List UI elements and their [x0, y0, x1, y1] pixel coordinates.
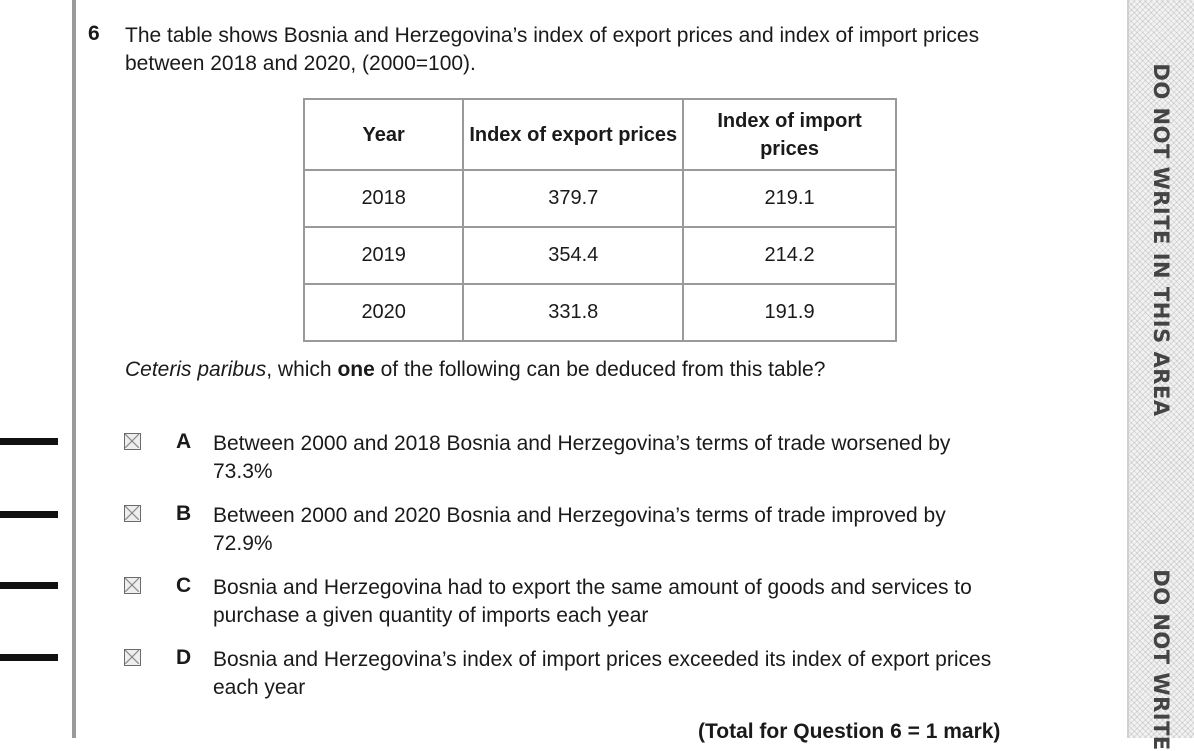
margin-tick-d — [0, 654, 58, 661]
cell-export-index: 331.8 — [463, 284, 683, 341]
margin-tick-c — [0, 582, 58, 589]
option-text: Between 2000 and 2020 Bosnia and Herzegovina’s terms of trade improved by 72.9% — [213, 504, 946, 555]
crossed-box-icon[interactable] — [124, 505, 141, 522]
option-text: Bosnia and Herzegovina’s index of import prices exceeded its index of export prices each year — [213, 648, 992, 699]
cell-export-index: 354.4 — [463, 227, 683, 284]
option-text: Bosnia and Herzegovina had to export the same amount of goods and services to purchase a given quantity of imports each year — [213, 576, 972, 627]
crossed-box-icon[interactable] — [124, 649, 141, 666]
margin-tick-a — [0, 438, 58, 445]
table-row — [304, 284, 896, 341]
prompt-bold: one — [337, 358, 375, 381]
header-year: Year — [304, 99, 463, 170]
header-import-index: Index of import prices — [683, 99, 896, 170]
left-margin-rule — [72, 0, 76, 738]
table-row — [304, 170, 896, 227]
cell-import-index: 219.1 — [683, 170, 896, 227]
total-marks: (Total for Question 6 = 1 mark) — [698, 720, 1001, 743]
option-letter: C — [176, 574, 192, 597]
prompt-mid: , which — [266, 358, 338, 381]
margin-label-top: DO NOT WRITE IN THIS AREA — [1149, 63, 1173, 417]
cell-year: 2019 — [304, 227, 463, 284]
table-row — [304, 227, 896, 284]
cell-export-index: 379.7 — [463, 170, 683, 227]
question-stem: The table shows Bosnia and Herzegovina’s index of export prices and index of import prices between 2018 and 2020, (2000=100). — [125, 24, 980, 75]
prompt-italic: Ceteris paribus — [125, 358, 267, 381]
cell-import-index: 214.2 — [683, 227, 896, 284]
crossed-box-icon[interactable] — [124, 577, 141, 594]
price-index-table — [303, 98, 897, 342]
question-number: 6 — [88, 22, 100, 45]
cell-year: 2020 — [304, 284, 463, 341]
option-text: Between 2000 and 2018 Bosnia and Herzegovina’s terms of trade worsened by 73.3% — [213, 432, 951, 483]
cell-import-index: 191.9 — [683, 284, 896, 341]
table-header-row — [304, 99, 896, 170]
option-letter: B — [176, 502, 192, 525]
cell-year: 2018 — [304, 170, 463, 227]
header-export-index: Index of export prices — [463, 99, 683, 170]
option-letter: D — [176, 646, 192, 669]
question-prompt — [125, 358, 825, 382]
crossed-box-icon[interactable] — [124, 433, 141, 450]
option-letter: A — [176, 430, 192, 453]
prompt-end: of the following can be deduced from this table? — [374, 358, 826, 381]
margin-tick-b — [0, 511, 58, 518]
margin-label-bottom: DO NOT WRITE — [1149, 569, 1173, 751]
